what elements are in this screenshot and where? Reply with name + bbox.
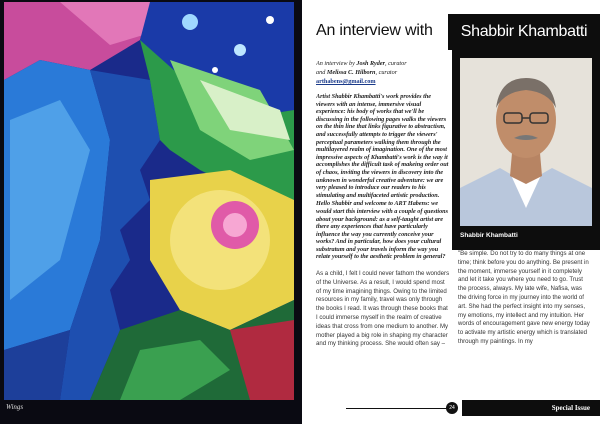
section-label: Special Issue	[551, 404, 590, 412]
painting-caption: Wings	[6, 403, 24, 411]
text-column-left	[316, 60, 451, 390]
credit-prefix-2: and	[316, 68, 327, 76]
artist-portrait	[460, 58, 592, 226]
credit-line-1	[316, 60, 451, 69]
page-number: 24	[446, 402, 458, 414]
credit-author-1: Josh Ryder	[356, 60, 385, 67]
article-page	[302, 0, 600, 424]
artist-photo-box	[452, 50, 600, 250]
credit-suffix-1: , curator	[384, 60, 407, 67]
credit-line-2	[316, 69, 451, 78]
title-artist-name: Shabbir Khambatti	[448, 14, 600, 50]
credit-prefix-1: An interview by	[316, 60, 357, 67]
text-column-right	[458, 250, 592, 390]
answer-paragraph-right: "Be simple. Do not try to do many things at one time; think before you do anything. Be present in the moment, immerse yourself in it completely and let it take you where you need to go. Trust the process, always. My late wife, Nafisa, was the driving force in my journey into the world of art. She had the perfect insight into my senses, my emotions, my intellect and my intuition. Her words of encouragement gave new energy today to activate my artistic energy which is translated through my paintings. In my	[458, 250, 590, 345]
photo-caption: Shabbir Khambatti	[460, 232, 518, 239]
question-paragraph: Hello Shabbir and welcome to ART Habens: we would start this interview with a couple of questions about your background: as a self-taught artist are there any experiences that have particularly influence the way you currently conceive your works? And in particular, how does your cultural substratum and your travels inform the way you relate yourself to the aesthetic problem in general?	[316, 200, 449, 261]
credit-author-2: Melissa C. Hilborn	[326, 68, 376, 76]
intro-paragraph: Artist Shabbir Khambatti's work provides the viewers with an intense, immersive visual experience: his body of works that we'll be discussing in the following pages walks the viewers on the thin line that links figurative to abstractism, and successfully attempts to trigger the viewers' perceptual parameters walking them through the multilayered realm of imagination. One of the most impressive aspects of Khambatti's work is the way it accomplishes the difficult task of makeing order out of chaos, inviting the viewers in discovery into the unknown in wonderful creative adventure: we are very pleased to introduce our readers to his stimulating and multifaceted artistic production.	[316, 93, 449, 199]
title-prefix: An interview with	[316, 22, 433, 39]
footer-rule	[346, 408, 450, 409]
credit-suffix-2: , curator	[375, 68, 398, 76]
footer-banner	[462, 400, 600, 416]
article-title	[302, 10, 600, 50]
email-link[interactable]: arthabens@gmail.com	[316, 78, 376, 85]
answer-paragraph-left: As a child, I felt I could never fathom the wonders of the Universe. As a result, I would spend most of my time imagining things. Owing to the limited resources in my family, travel was only through the books I read. It was through these books that I could immerse myself in the realm of creative ideas that cross from one medium to another. My mother played a big role in shaping my character and my thinking process. She would often say –	[316, 270, 450, 348]
